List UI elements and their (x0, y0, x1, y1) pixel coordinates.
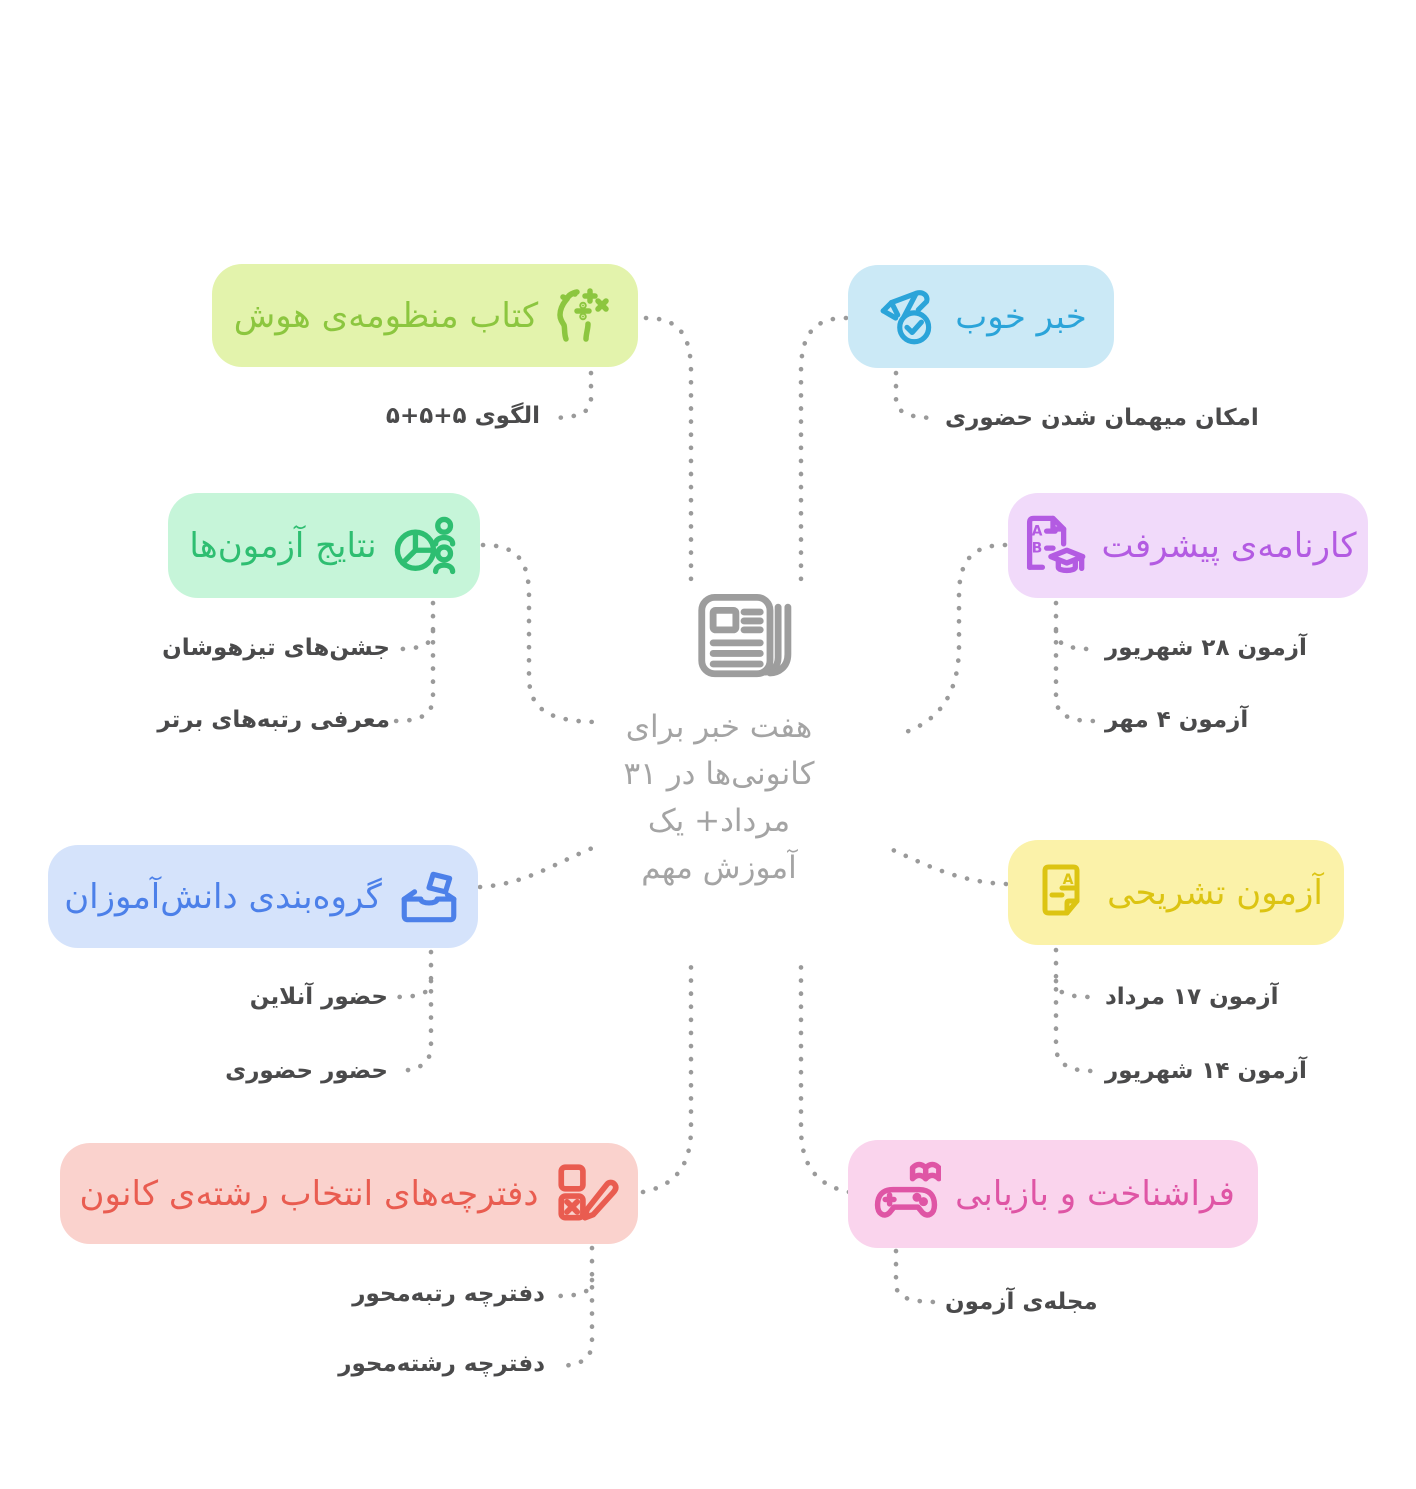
node-student-grouping (48, 845, 478, 948)
child-item: آزمون ۱۴ شهریور (1105, 1058, 1307, 1084)
child-item: معرفی رتبه‌های برتر (157, 707, 390, 733)
pie-chart-people-icon (391, 512, 459, 580)
node-label: نتایج آزمون‌ها (189, 525, 377, 566)
child-item: الگوی ۵+۵+۵ (385, 403, 540, 429)
report-card-graduation-icon (1019, 512, 1087, 580)
node-label: آزمون تشریحی (1107, 872, 1323, 913)
node-label: کارنامه‌ی پیشرفت (1101, 525, 1357, 566)
child-item: جشن‌های تیزهوشان (162, 635, 390, 661)
node-label: خبر خوب (955, 296, 1087, 337)
node-label: گروه‌بندی دانش‌آموزان (64, 876, 382, 917)
gamepad-book-icon (871, 1159, 941, 1229)
center-title-line: مرداد+ یک (647, 803, 791, 839)
child-item: آزمون ۲۸ شهریور (1105, 635, 1307, 661)
node-label: فراشناخت و بازیابی (955, 1174, 1235, 1214)
node-major-selection-booklets (60, 1143, 638, 1244)
center-title-line: کانونی‌ها در ۳۱ (623, 756, 815, 792)
svg-text:A: A (1032, 522, 1043, 539)
child-item: دفترچه رتبه‌محور (352, 1281, 545, 1307)
svg-text:A: A (1062, 871, 1074, 888)
node-metacognition-retrieval (848, 1140, 1258, 1248)
node-label: دفترچه‌های انتخاب رشته‌ی کانون (79, 1173, 539, 1214)
node-good-news (848, 265, 1114, 368)
node-intelligence-book (212, 264, 638, 367)
newspaper-icon (692, 586, 796, 690)
checkbox-pencil-icon (553, 1161, 619, 1227)
child-item: حضور آنلاین (249, 984, 388, 1010)
child-item: آزمون ۴ مهر (1105, 707, 1249, 733)
svg-text:B: B (1032, 539, 1043, 556)
child-item: مجله‌ی آزمون (945, 1289, 1098, 1315)
ballot-box-icon (396, 864, 462, 930)
node-label: کتاب منظومه‌ی هوش (233, 295, 539, 336)
child-item: دفترچه رشته‌محور (338, 1351, 545, 1377)
center-title-line: هفت خبر برای (625, 709, 813, 745)
node-essay-exam (1008, 840, 1344, 945)
child-item: امکان میهمان شدن حضوری (945, 405, 1259, 431)
node-progress-report (1008, 493, 1368, 598)
document-grade-a-icon (1029, 861, 1093, 925)
child-item: حضور حضوری (225, 1058, 388, 1084)
node-test-results (168, 493, 480, 598)
center-title-line: آموزش مهم (641, 850, 797, 886)
child-item: آزمون ۱۷ مرداد (1105, 984, 1279, 1010)
brain-math-icon (552, 284, 616, 348)
center-title (574, 704, 864, 892)
airplane-check-icon (875, 284, 941, 350)
